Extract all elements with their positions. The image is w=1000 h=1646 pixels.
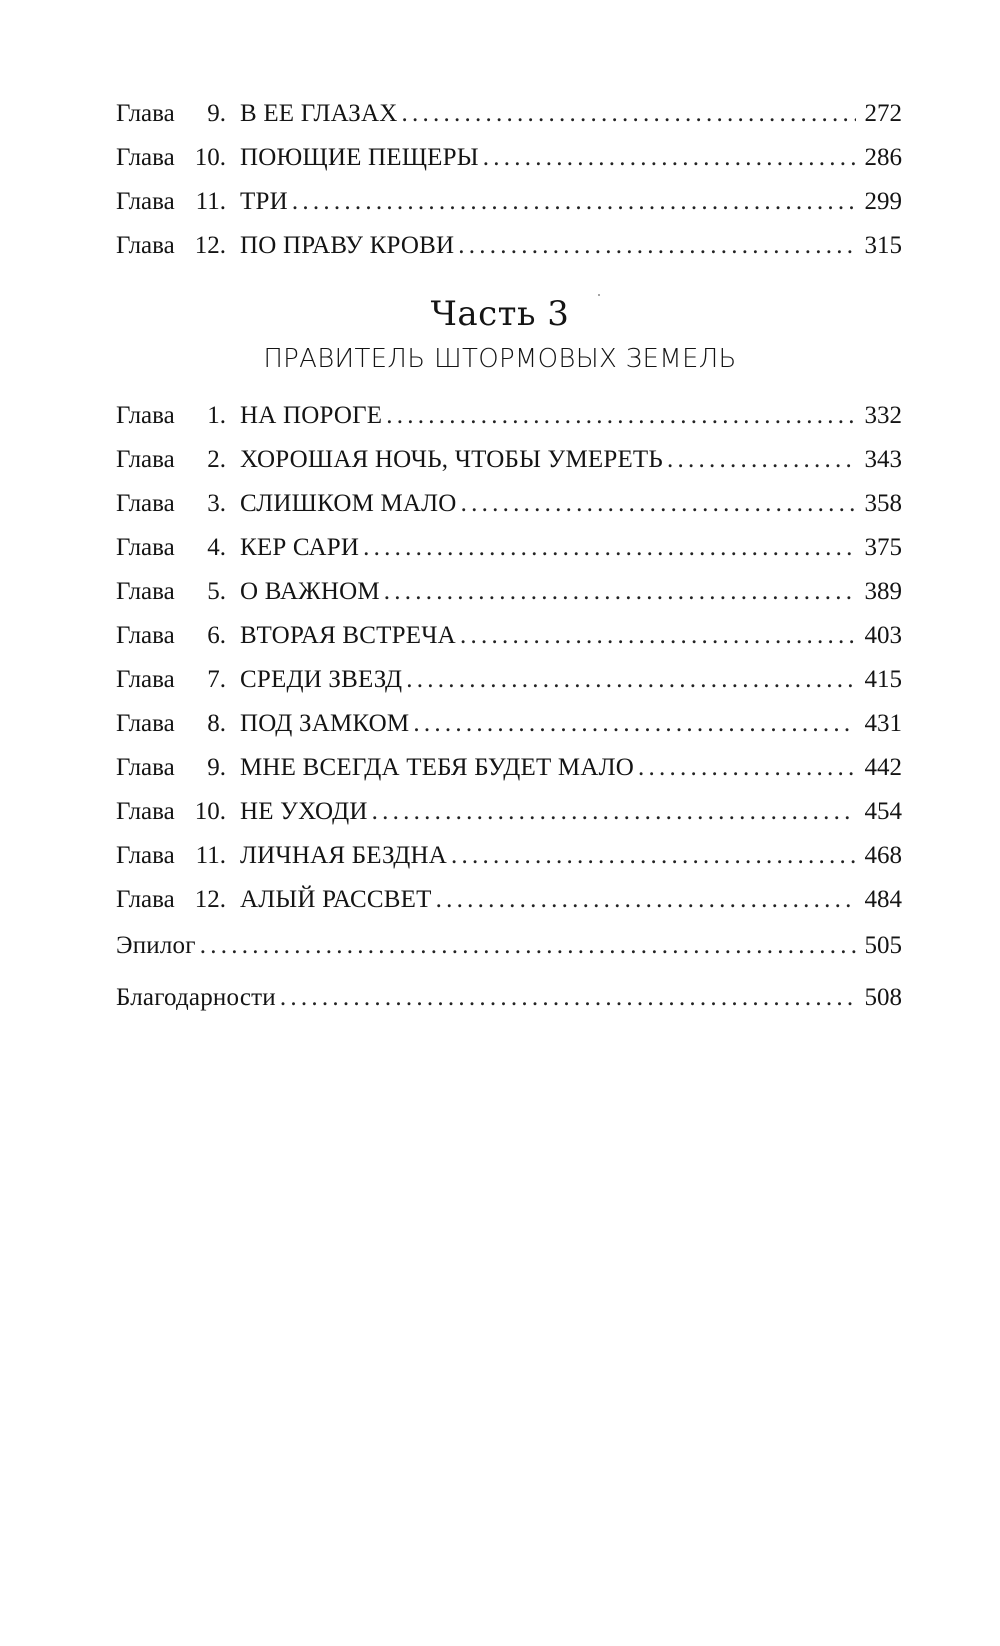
toc-entry — [116, 570, 902, 614]
page-number: 442 — [864, 754, 902, 781]
leader-dots — [372, 790, 856, 834]
toc-part2-tail — [116, 92, 902, 268]
leader-dots — [667, 438, 856, 482]
toc-entry — [116, 180, 902, 224]
leader-dots — [386, 394, 856, 438]
chapter-number: 10. — [194, 144, 226, 171]
leader-dots — [451, 834, 856, 878]
page-number: 299 — [864, 188, 902, 215]
page-number: 403 — [864, 622, 902, 649]
leader-dots — [413, 702, 856, 746]
page-number: 343 — [864, 446, 902, 473]
toc-entry — [116, 394, 902, 438]
chapter-number: 9. — [207, 754, 226, 781]
chapter-prefix — [116, 136, 232, 180]
chapter-prefix — [116, 614, 232, 658]
chapter-label: Глава — [116, 842, 175, 869]
toc-entry — [116, 92, 902, 136]
chapter-number: 5. — [207, 578, 226, 605]
chapter-prefix — [116, 570, 232, 614]
chapter-title: ЛИЧНАЯ БЕЗДНА — [240, 842, 447, 869]
chapter-label: Глава — [116, 446, 175, 473]
chapter-title: КЕР САРИ — [240, 534, 360, 561]
chapter-prefix — [116, 702, 232, 746]
chapter-number: 1. — [207, 402, 226, 429]
chapter-number: 7. — [207, 666, 226, 693]
entry-title: Благодарности — [116, 984, 276, 1011]
chapter-prefix — [116, 482, 232, 526]
chapter-title: ПОД ЗАМКОМ — [240, 710, 410, 737]
toc-part3 — [116, 394, 902, 922]
leader-dots — [292, 180, 856, 224]
toc-entry — [116, 438, 902, 482]
page-number: 415 — [864, 666, 902, 693]
chapter-label: Глава — [116, 188, 175, 215]
chapter-number: 11. — [195, 188, 226, 215]
toc-entry — [116, 136, 902, 180]
entry-title: Эпилог — [116, 932, 196, 959]
toc-entry-epilogue — [116, 920, 902, 972]
chapter-title: СРЕДИ ЗВЕЗД — [240, 666, 403, 693]
chapter-title: ВТОРАЯ ВСТРЕЧА — [240, 622, 456, 649]
page-number: 454 — [864, 798, 902, 825]
chapter-prefix — [116, 394, 232, 438]
chapter-title: НА ПОРОГЕ — [240, 402, 383, 429]
chapter-label: Глава — [116, 710, 175, 737]
chapter-prefix — [116, 180, 232, 224]
leader-dots — [483, 136, 856, 180]
chapter-title: ХОРОШАЯ НОЧЬ, ЧТОБЫ УМЕРЕТЬ — [240, 446, 663, 473]
chapter-title: АЛЫЙ РАССВЕТ — [240, 886, 432, 913]
leader-dots — [384, 570, 856, 614]
toc-entry — [116, 614, 902, 658]
chapter-label: Глава — [116, 490, 175, 517]
page-number: 358 — [864, 490, 902, 517]
chapter-number: 6. — [207, 622, 226, 649]
part-heading: Часть 3 — [430, 294, 570, 334]
leader-dots — [363, 526, 856, 570]
page-number: 508 — [864, 984, 902, 1011]
toc-entry — [116, 702, 902, 746]
chapter-label: Глава — [116, 100, 175, 127]
leader-dots — [461, 482, 856, 526]
chapter-number: 10. — [194, 798, 226, 825]
chapter-title: ТРИ — [240, 188, 288, 215]
toc-entry — [116, 790, 902, 834]
leader-dots — [638, 746, 856, 790]
page-number: 431 — [864, 710, 902, 737]
chapter-prefix — [116, 790, 232, 834]
toc-entry — [116, 834, 902, 878]
toc-entry-acknowledgements — [116, 972, 902, 1024]
chapter-title: ПОЮЩИЕ ПЕЩЕРЫ — [240, 144, 479, 171]
chapter-label: Глава — [116, 666, 175, 693]
chapter-number: 8. — [207, 710, 226, 737]
chapter-title: СЛИШКОМ МАЛО — [240, 490, 457, 517]
leader-dots — [406, 658, 856, 702]
leader-dots — [402, 92, 856, 136]
chapter-number: 12. — [194, 886, 226, 913]
chapter-label: Глава — [116, 578, 175, 605]
chapter-title: НЕ УХОДИ — [240, 798, 368, 825]
chapter-title: ПО ПРАВУ КРОВИ — [240, 232, 455, 259]
page-number: 315 — [864, 232, 902, 259]
page-number: 286 — [864, 144, 902, 171]
chapter-number: 11. — [195, 842, 226, 869]
toc-backmatter — [116, 920, 902, 1024]
chapter-label: Глава — [116, 622, 175, 649]
chapter-number: 9. — [207, 100, 226, 127]
chapter-label: Глава — [116, 402, 175, 429]
chapter-number: 12. — [194, 232, 226, 259]
page-number: 389 — [864, 578, 902, 605]
page-number: 484 — [864, 886, 902, 913]
part-subtitle: ПРАВИТЕЛЬ ШТОРМОВЫХ ЗЕМЕЛЬ — [263, 344, 737, 374]
chapter-prefix — [116, 438, 232, 482]
chapter-number: 3. — [207, 490, 226, 517]
chapter-prefix — [116, 834, 232, 878]
toc-entry — [116, 658, 902, 702]
chapter-title: МНЕ ВСЕГДА ТЕБЯ БУДЕТ МАЛО — [240, 754, 635, 781]
leader-dots — [280, 972, 856, 1024]
chapter-label: Глава — [116, 144, 175, 171]
chapter-prefix — [116, 526, 232, 570]
page-number: 505 — [864, 932, 902, 959]
chapter-label: Глава — [116, 754, 175, 781]
leader-dots — [460, 614, 856, 658]
leader-dots — [458, 224, 856, 268]
page-number: 332 — [864, 402, 902, 429]
leader-dots — [436, 878, 856, 922]
chapter-number: 2. — [207, 446, 226, 473]
chapter-prefix — [116, 224, 232, 268]
chapter-title: О ВАЖНОМ — [240, 578, 380, 605]
chapter-prefix — [116, 746, 232, 790]
page-number: 375 — [864, 534, 902, 561]
toc-entry — [116, 526, 902, 570]
chapter-prefix — [116, 878, 232, 922]
toc-entry — [116, 746, 902, 790]
chapter-title: В ЕЕ ГЛАЗАХ — [240, 100, 398, 127]
leader-dots — [200, 920, 856, 972]
chapter-number: 4. — [207, 534, 226, 561]
toc-entry — [116, 878, 902, 922]
chapter-label: Глава — [116, 798, 175, 825]
chapter-label: Глава — [116, 534, 175, 561]
page-number: 468 — [864, 842, 902, 869]
chapter-label: Глава — [116, 886, 175, 913]
toc-entry — [116, 224, 902, 268]
page-number: 272 — [864, 100, 902, 127]
chapter-label: Глава — [116, 232, 175, 259]
chapter-prefix — [116, 658, 232, 702]
toc-entry — [116, 482, 902, 526]
chapter-prefix — [116, 92, 232, 136]
